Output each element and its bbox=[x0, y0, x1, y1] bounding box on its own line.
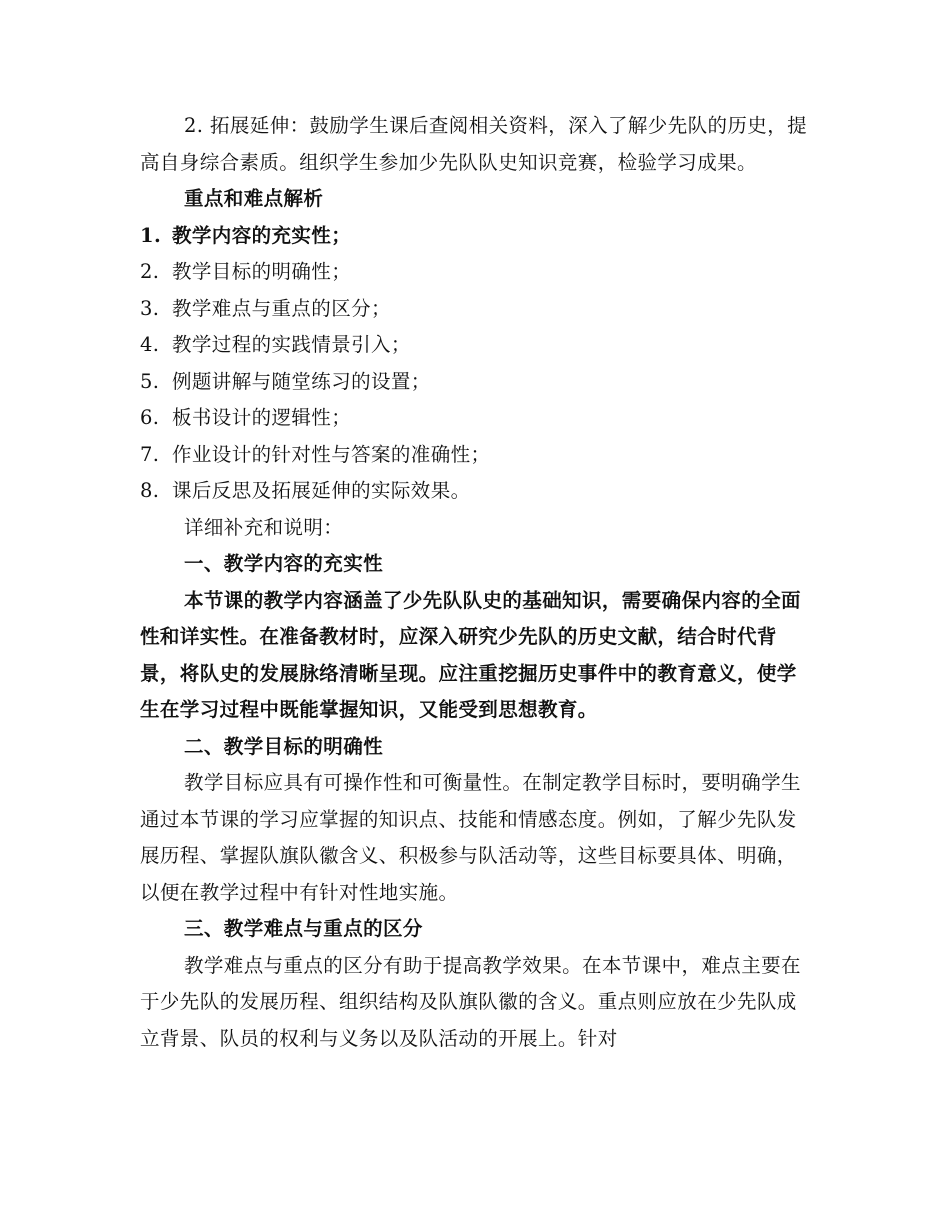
document-body bbox=[140, 108, 808, 1057]
list-item-number: 3. bbox=[140, 296, 160, 320]
list-item bbox=[140, 254, 808, 291]
paragraph-extension: 2. 拓展延伸：鼓励学生课后查阅相关资料，深入了解少先队的历史，提高自身综合素质。组织学生参加少先队队史知识竞赛，检验学习成果。 bbox=[140, 114, 808, 174]
list-item bbox=[140, 327, 808, 364]
section-body-objectives: 教学目标应具有可操作性和可衡量性。在制定教学目标时，要明确学生通过本节课的学习应掌握的知识点、技能和情感态度。例如，了解少先队发展历程、掌握队旗队徽含义、积极参与队活动等，这些目标要具体、明确，以便在教学过程中有针对性地实施。 bbox=[140, 771, 801, 904]
list-item-text: 课后反思及拓展延伸的实际效果。 bbox=[172, 479, 471, 502]
list-item bbox=[140, 218, 808, 255]
section-body-difficulties: 教学难点与重点的区分有助于提高教学效果。在本节课中，难点主要在于少先队的发展历程、组织结构及队旗队徽的含义。重点则应放在少先队成立背景、队员的权利与义务以及队活动的开展上。针对 bbox=[140, 953, 801, 1050]
list-item-number: 2. bbox=[140, 260, 160, 283]
section-heading-difficulties: 三、教学难点与重点的区分 bbox=[184, 917, 423, 940]
list-item bbox=[140, 473, 808, 510]
list-item bbox=[140, 437, 808, 474]
list-item-number: 5. bbox=[140, 369, 160, 393]
section-heading-objectives: 二、教学目标的明确性 bbox=[184, 734, 384, 758]
list-item-text: 作业设计的针对性与答案的准确性； bbox=[172, 442, 491, 466]
list-item-text: 例题讲解与随堂练习的设置； bbox=[172, 369, 431, 393]
list-item-text: 教学内容的充实性； bbox=[172, 223, 352, 247]
list-item-text: 教学目标的明确性； bbox=[172, 260, 352, 283]
list-item bbox=[140, 400, 808, 437]
list-item-number: 4. bbox=[140, 333, 160, 356]
list-item-number: 7. bbox=[140, 442, 160, 466]
list-item-text: 板书设计的逻辑性； bbox=[172, 406, 352, 429]
section-body-content: 本节课的教学内容涵盖了少先队队史的基础知识，需要确保内容的全面性和详实性。在准备教材时，应深入研究少先队的历史文献，结合时代背景，将队史的发展脉络清晰呈现。应注重挖掘历史事件中的教育意义，使学生在学习过程中既能掌握知识，又能受到思想教育。 bbox=[140, 588, 801, 721]
list-item-text: 教学过程的实践情景引入； bbox=[172, 333, 411, 356]
list-item bbox=[140, 364, 808, 401]
list-item-number: 8. bbox=[140, 479, 160, 502]
list-item-text: 教学难点与重点的区分； bbox=[172, 296, 391, 320]
supplement-heading: 详细补充和说明： bbox=[184, 515, 344, 539]
heading-key-points: 重点和难点解析 bbox=[184, 187, 324, 210]
list-item bbox=[140, 291, 808, 328]
list-item-number: 1. bbox=[140, 223, 162, 247]
list-item-number: 6. bbox=[140, 406, 160, 429]
section-heading-content: 一、教学内容的充实性 bbox=[184, 552, 384, 575]
